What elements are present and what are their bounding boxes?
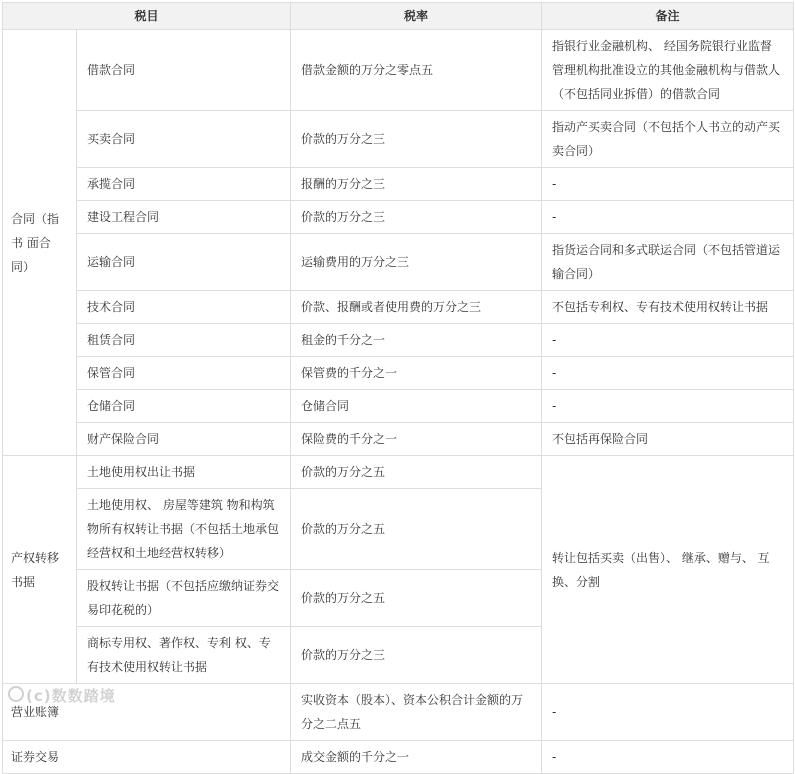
header-notes: 备注 bbox=[542, 3, 794, 30]
tax-item: 股权转让书据（不包括应缴纳证券交易印花税的） bbox=[77, 570, 291, 627]
tax-rate: 价款、报酬或者使用费的万分之三 bbox=[291, 291, 542, 324]
tax-rate: 价款的万分之五 bbox=[291, 570, 542, 627]
table-row bbox=[3, 684, 794, 741]
tax-rate: 保险费的千分之一 bbox=[291, 423, 542, 456]
table-row bbox=[3, 234, 794, 291]
tax-note: 指银行业金融机构、 经国务院银行业监督管理机构批准设立的其他金融机构与借款人（不包括同业拆借）的借款合同 bbox=[542, 30, 794, 111]
table-row bbox=[3, 201, 794, 234]
watermark-text: (c)数数踏境 bbox=[26, 687, 116, 705]
table-row bbox=[3, 390, 794, 423]
category-contract: 合同（指书 面合同） bbox=[3, 30, 77, 456]
tax-item: 土地使用权出让书据 bbox=[77, 456, 291, 489]
table-row bbox=[3, 291, 794, 324]
header-tax-item: 税目 bbox=[3, 3, 291, 30]
tax-item: 租赁合同 bbox=[77, 324, 291, 357]
table-row bbox=[3, 324, 794, 357]
tax-rate: 保管费的千分之一 bbox=[291, 357, 542, 390]
tax-rate: 报酬的万分之三 bbox=[291, 168, 542, 201]
tax-note: - bbox=[542, 390, 794, 423]
tax-item: 保管合同 bbox=[77, 357, 291, 390]
tax-item: 仓储合同 bbox=[77, 390, 291, 423]
tax-item: 承揽合同 bbox=[77, 168, 291, 201]
tax-note: - bbox=[542, 357, 794, 390]
tax-item: 土地使用权、 房屋等建筑 物和构筑物所有权转让书据（不包括土地承包经营权和土地经营权转移） bbox=[77, 489, 291, 570]
header-tax-rate: 税率 bbox=[291, 3, 542, 30]
tax-rate: 运输费用的万分之三 bbox=[291, 234, 542, 291]
table-row bbox=[3, 168, 794, 201]
tax-rate: 成交金额的千分之一 bbox=[291, 741, 542, 774]
table-row bbox=[3, 111, 794, 168]
tax-rate: 价款的万分之三 bbox=[291, 201, 542, 234]
tax-item: 建设工程合同 bbox=[77, 201, 291, 234]
table-row bbox=[3, 357, 794, 390]
tax-rate: 仓储合同 bbox=[291, 390, 542, 423]
tax-note: - bbox=[542, 201, 794, 234]
tax-item: 商标专用权、著作权、专利 权、专有技术使用权转让书据 bbox=[77, 627, 291, 684]
tax-item: 技术合同 bbox=[77, 291, 291, 324]
tax-rate: 借款金额的万分之零点五 bbox=[291, 30, 542, 111]
tax-note: - bbox=[542, 168, 794, 201]
tax-item: 财产保险合同 bbox=[77, 423, 291, 456]
tax-note: 指货运合同和多式联运合同（不包括管道运输合同） bbox=[542, 234, 794, 291]
tax-note: - bbox=[542, 741, 794, 774]
tax-note-shared: 转让包括买卖（出售）、 继承、赠与、 互换、分割 bbox=[542, 456, 794, 684]
table-row bbox=[3, 423, 794, 456]
tax-item: 运输合同 bbox=[77, 234, 291, 291]
table-header-row bbox=[3, 3, 794, 30]
tax-note: 不包括专利权、专有技术使用权转让书据 bbox=[542, 291, 794, 324]
category-property-transfer: 产权转移书据 bbox=[3, 456, 77, 684]
table-row bbox=[3, 30, 794, 111]
tax-note: 指动产买卖合同（不包括个人书立的动产买卖合同） bbox=[542, 111, 794, 168]
tax-rate: 实收资本（股本）、资本公积合计金额的万分之二点五 bbox=[291, 684, 542, 741]
tax-note: 不包括再保险合同 bbox=[542, 423, 794, 456]
tax-rate: 价款的万分之三 bbox=[291, 627, 542, 684]
tax-item: 借款合同 bbox=[77, 30, 291, 111]
tax-note: - bbox=[542, 324, 794, 357]
tax-rate: 价款的万分之五 bbox=[291, 489, 542, 570]
tax-rate: 价款的万分之三 bbox=[291, 111, 542, 168]
tax-note: - bbox=[542, 684, 794, 741]
table-row bbox=[3, 456, 794, 489]
tax-rate: 租金的千分之一 bbox=[291, 324, 542, 357]
category-securities-trading: 证券交易 bbox=[3, 741, 291, 774]
table-row bbox=[3, 741, 794, 774]
tax-rate: 价款的万分之五 bbox=[291, 456, 542, 489]
category-business-ledger: 营业账簿 bbox=[3, 684, 291, 741]
tax-item: 买卖合同 bbox=[77, 111, 291, 168]
stamp-duty-table bbox=[2, 2, 794, 774]
